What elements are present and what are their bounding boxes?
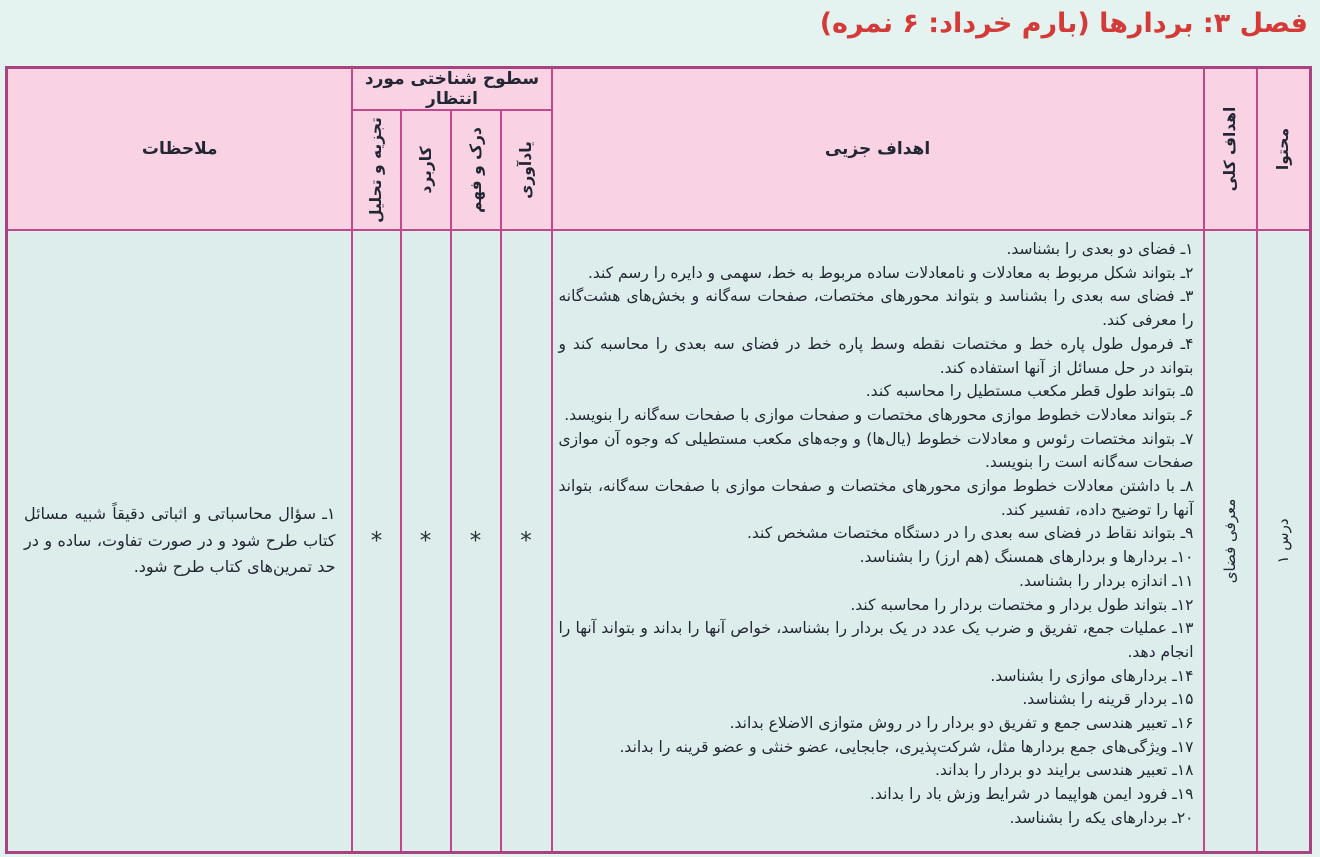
content-value: درس ۱ <box>1274 518 1293 564</box>
objective-item: ۲۰ـ بردارهای یکه را بشناسد. <box>1009 808 1194 827</box>
page-title: فصل ۳: بردارها (بارم خرداد: ۶ نمره) <box>819 8 1308 39</box>
objective-item: ۱۲ـ بتواند طول بردار و مختصات بردار را محاسبه کند. <box>850 595 1194 614</box>
header-application-label: کاربرد <box>416 146 435 194</box>
header-recall-label: یادآوری <box>517 141 535 199</box>
remarks-text: ۱ـ سؤال محاسباتی و اثباتی دقیقاً شبیه مسائل کتاب طرح شود و در صورت تفاوت، ساده و در حد تمرین‌های کتاب طرح شود. <box>23 504 336 576</box>
objective-item: ۱۶ـ تعبیر هندسی جمع و تفریق دو بردار را در روش متوازی الاضلاع بداند. <box>729 714 1194 733</box>
objective-item: ۳ـ فضای سه بعدی را بشناسد و بتواند محورهای مختصات، صفحات سه‌گانه و بخش‌های هشت‌گانه را معرفی کند. <box>558 287 1194 330</box>
header-cognitive-levels-group: سطوح شناختی مورد انتظار <box>352 68 551 111</box>
header-row-top <box>6 68 1310 111</box>
objective-item: ۱۱ـ اندازه بردار را بشناسد. <box>1018 571 1194 590</box>
cell-general-objective <box>1204 230 1257 852</box>
cell-mark-comprehension: * <box>451 230 501 852</box>
table-row <box>6 230 1310 852</box>
header-content-column <box>1257 68 1311 231</box>
objectives-list <box>559 238 1194 831</box>
objective-item: ۱۰ـ بردارها و بردارهای همسنگ (هم ارز) را بشناسد. <box>859 548 1194 567</box>
cell-mark-application: * <box>401 230 451 852</box>
header-comprehension-label: درک و فهم <box>466 127 485 213</box>
cell-mark-analysis: * <box>352 230 400 852</box>
header-general-objectives-label: اهداف کلی <box>1221 106 1239 192</box>
header-analysis-label: تجزیه و تحلیل <box>367 117 386 223</box>
header-content-label: محتوا <box>1274 127 1293 171</box>
lesson-blueprint-table <box>5 66 1312 854</box>
objective-item: ۱ـ فضای دو بعدی را بشناسد. <box>1006 240 1194 258</box>
header-application-column <box>401 110 451 230</box>
objective-item: ۴ـ فرمول طول پاره خط و مختصات نقطه وسط پاره خط در فضای سه بعدی را محاسبه کند و بتواند در حل مسائل از آنها استفاده کند. <box>558 334 1194 377</box>
objective-item: ۱۸ـ تعبیر هندسی برایند دو بردار را بداند. <box>935 761 1194 780</box>
header-comprehension-column <box>451 110 501 230</box>
objective-item: ۶ـ بتواند معادلات خطوط موازی محورهای مختصات و صفحات موازی با صفحات سه‌گانه را بنویسد. <box>564 405 1194 424</box>
cell-partial-objectives <box>552 230 1204 852</box>
general-objective-value: معرفی فضای <box>1221 498 1239 583</box>
objective-item: ۹ـ بتواند نقاط در فضای سه بعدی را در دستگاه مختصات مشخص کند. <box>746 524 1194 543</box>
objective-item: ۱۹ـ فرود ایمن هواپیما در شرایط وزش باد را بداند. <box>870 785 1194 804</box>
objective-item: ۲ـ بتواند شکل مربوط به معادلات و نامعادلات ساده مربوط به خط، سهمی و دایره را رسم کند. <box>587 263 1194 282</box>
objective-item: ۷ـ بتواند مختصات رئوس و معادلات خطوط (یال‌ها) و وجه‌های مکعب مستطیلی که وجوه آن موازی صفحات سه‌گانه است را بنویسد. <box>558 429 1194 472</box>
objective-item: ۱۵ـ بردار قرینه را بشناسد. <box>1022 690 1194 709</box>
cell-mark-recall: * <box>501 230 552 852</box>
objective-item: ۸ـ با داشتن معادلات خطوط موازی محورهای مختصات و صفحات موازی با صفحات سه‌گانه، بتواند آنها را توضیح داده، تفسیر کند. <box>558 477 1194 519</box>
cell-remarks <box>6 230 352 852</box>
header-partial-objectives-column: اهداف جزیی <box>552 68 1204 231</box>
cell-content <box>1257 230 1311 852</box>
objective-item: ۱۷ـ ویژگی‌های جمع بردارها مثل، شرکت‌پذیری، جابجایی، عضو خنثی و عضو قرینه را بداند. <box>619 737 1194 756</box>
header-remarks-column: ملاحظات <box>6 68 352 231</box>
objective-item: ۱۳ـ عملیات جمع، تفریق و ضرب یک عدد در یک بردار را بشناسد، خواص آنها را بداند و بتواند آنها را انجام دهد. <box>558 619 1194 661</box>
header-general-objectives-column <box>1204 68 1257 231</box>
objective-item: ۱۴ـ بردارهای موازی را بشناسد. <box>990 666 1194 685</box>
header-recall-column <box>501 110 552 230</box>
header-analysis-column <box>352 110 400 230</box>
objective-item: ۵ـ بتواند طول قطر مکعب مستطیل را محاسبه کند. <box>865 382 1194 401</box>
